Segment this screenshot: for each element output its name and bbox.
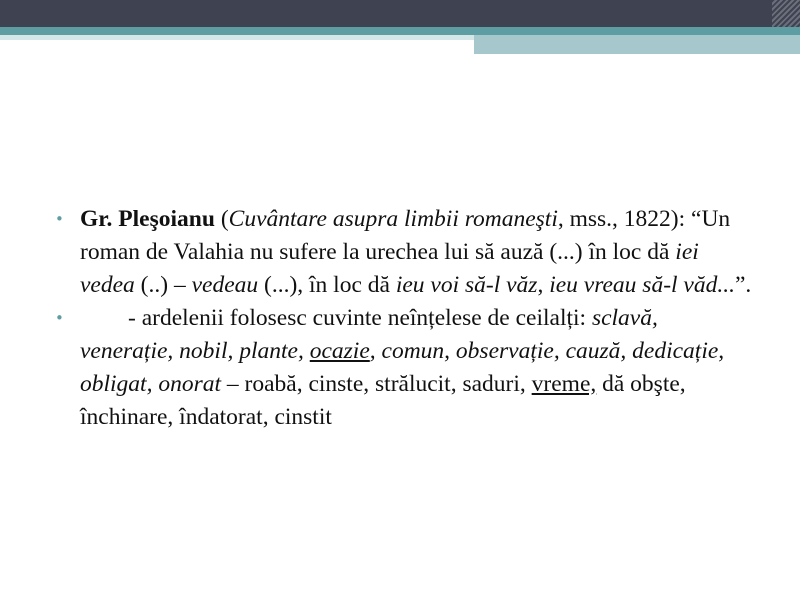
- dash-separator: –: [221, 371, 245, 397]
- underlined-word: vreme,: [531, 371, 597, 397]
- word-list-italic: , comun, observație, cauză, dedicație, obligat, onorat: [80, 338, 725, 397]
- native-word-list: roabă, cinste, strălucit, saduri,: [244, 371, 532, 397]
- quote-text: (..) –: [134, 272, 192, 298]
- header-band-pale: [0, 35, 474, 40]
- quote-text: , mss., 1822): “Un roman de Valahia nu sufere la urechea lui să auză (...) în loc dă: [80, 206, 731, 265]
- word-list-italic: sclavă, venerație, nobil, plante,: [80, 305, 658, 364]
- text-segment: (: [214, 206, 229, 232]
- work-title: Cuvântare asupra limbii romaneşti: [228, 206, 558, 232]
- bullet-item-ardelenii: [55, 302, 755, 434]
- quote-text: ,: [537, 272, 550, 298]
- author-name: Gr. Pleşoianu: [80, 206, 215, 232]
- italic-form: ieu vreau să-l văd...: [549, 272, 735, 298]
- header-corner-pattern: [772, 0, 800, 27]
- header-band-teal: [0, 27, 800, 35]
- italic-form: ieu voi să-l văz: [395, 272, 538, 298]
- italic-form: vedeau: [191, 272, 259, 298]
- native-word-list: dă obşte, închinare, îndatorat, cinstit: [80, 371, 686, 430]
- bullet-icon: •: [55, 210, 64, 228]
- slide-body: [55, 203, 755, 434]
- header-band-dark: [0, 0, 800, 27]
- bullet-icon: •: [55, 309, 64, 327]
- italic-form: iei vedea: [80, 239, 699, 298]
- underlined-word: ocazie: [309, 338, 370, 364]
- bullet-item-pleşoianu: [55, 203, 755, 302]
- lead-text: - ardelenii folosesc cuvinte neînțelese de ceilalți:: [128, 305, 592, 331]
- header-band-light: [474, 35, 800, 54]
- quote-text: ”.: [734, 272, 752, 298]
- quote-text: (...), în loc dă: [258, 272, 396, 298]
